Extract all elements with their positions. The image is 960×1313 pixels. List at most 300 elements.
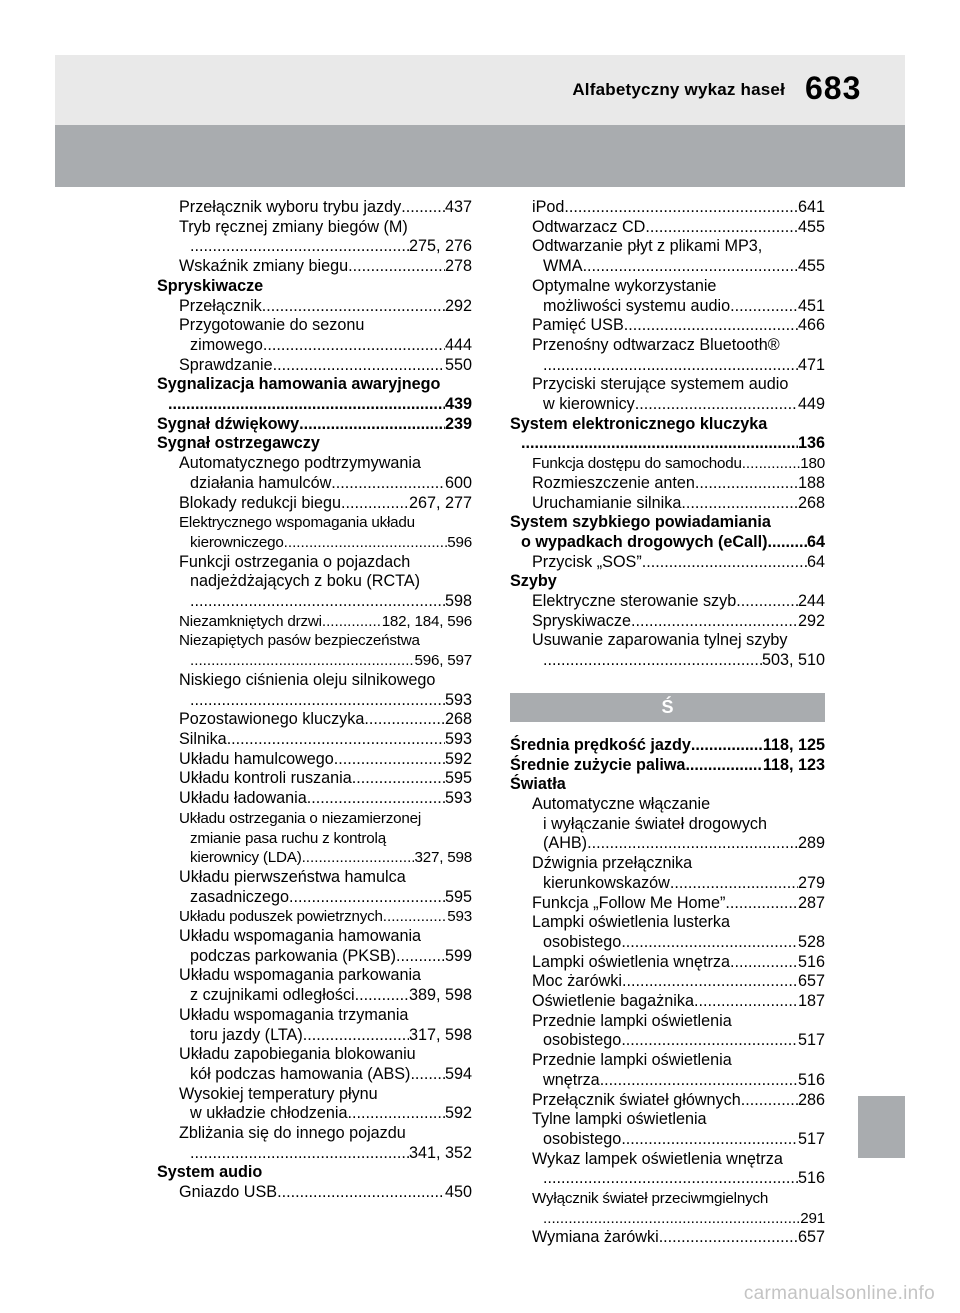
entry-text: System szybkiego powiadamiania: [510, 513, 771, 532]
index-entry: [157, 631, 472, 670]
entry-text: Przełącznik świateł głównych: [532, 1090, 741, 1109]
entry-text: Układu wspomagania hamowania: [179, 927, 422, 946]
index-entry-line: [179, 848, 472, 868]
page-reference: 657: [797, 972, 825, 991]
entry-text: zasadniczego: [190, 887, 289, 906]
page-reference: 136: [797, 434, 825, 453]
dot-leader: [262, 297, 445, 317]
index-entry-line: [532, 953, 825, 973]
entry-text: Niezapiętych pasów bezpieczeństwa: [179, 632, 420, 650]
index-entry-line: [179, 907, 472, 927]
index-entry-line: [532, 834, 825, 854]
dot-leader: [190, 1144, 409, 1164]
index-entry: [157, 750, 472, 770]
index-entry: [157, 710, 472, 730]
index-entry: [510, 795, 825, 854]
index-entry-line: [179, 592, 472, 612]
dot-leader: [624, 316, 798, 336]
index-entry-line: [179, 198, 472, 218]
entry-text: Układu wspomagania trzymania: [179, 1005, 409, 1024]
index-entry: [510, 553, 825, 573]
dot-leader: [659, 1228, 798, 1248]
entry-text: Średnie zużycie paliwa: [510, 755, 686, 774]
page-reference: 593: [444, 690, 472, 709]
dot-leader: [401, 198, 445, 218]
page-reference: 596, 597: [414, 652, 472, 670]
page-reference: 64: [806, 552, 825, 571]
index-entry: [510, 1110, 825, 1149]
entry-text: Sprawdzanie: [179, 355, 273, 374]
page-reference: 449: [797, 395, 825, 414]
index-entry-line: [179, 297, 472, 317]
entry-text: Sygnał dźwiękowy: [157, 414, 300, 433]
index-entry: [510, 1012, 825, 1051]
entry-text: Elektryczne sterowanie szyb: [532, 592, 737, 611]
index-entry-line: [532, 297, 825, 317]
page-reference: 317, 598: [408, 1025, 472, 1044]
entry-text: Odtwarzanie płyt z plikami MP3,: [532, 237, 763, 256]
entry-text: podczas parkowania (PKSB): [190, 946, 397, 965]
entry-text: Blokady redukcji biegu: [179, 493, 341, 512]
dot-leader: [227, 730, 445, 750]
entry-text: Sygnał ostrzegawczy: [157, 434, 320, 453]
page-reference: 444: [444, 335, 472, 354]
page-reference: 516: [797, 952, 825, 971]
page-reference: 292: [444, 296, 472, 315]
page-reference: 600: [444, 473, 472, 492]
dot-leader: [621, 1130, 798, 1150]
section-letter-bar: Ś: [510, 693, 825, 722]
entry-text: Układu hamulcowego: [179, 749, 334, 768]
index-entry: [510, 992, 825, 1012]
dot-leader: [302, 848, 415, 868]
dot-leader: [564, 198, 798, 218]
page-reference: 292: [797, 611, 825, 630]
index-entry-line: [179, 691, 472, 711]
index-entry: [157, 356, 472, 376]
index-entry-line: [532, 933, 825, 953]
dot-leader: [364, 710, 445, 730]
index-entry-line: [179, 1144, 472, 1164]
index-entry: [510, 237, 825, 276]
index-heading: [157, 415, 472, 435]
entry-text: Wykaz lampek oświetlenia wnętrza: [532, 1149, 783, 1168]
index-entry-line: [532, 1130, 825, 1150]
index-entry-line: [179, 710, 472, 730]
entry-text: System elektronicznego kluczyka: [510, 414, 768, 433]
entry-text: Optymalne wykorzystanie: [532, 276, 717, 295]
page-reference: 286: [797, 1090, 825, 1109]
dot-leader: [289, 888, 445, 908]
entry-text: Wysokiej temperatury płynu: [179, 1084, 378, 1103]
index-group-s: [510, 198, 825, 671]
page-reference: 239: [444, 414, 472, 433]
entry-text: System audio: [157, 1163, 263, 1182]
entry-text: Średnia prędkość jazdy: [510, 735, 691, 754]
dot-leader: [190, 237, 409, 257]
index-entry: [157, 730, 472, 750]
page-reference: 466: [797, 316, 825, 335]
index-entry-line: [510, 756, 825, 776]
index-entry-line: [157, 395, 472, 415]
index-entry-line: [179, 789, 472, 809]
entry-text: Spryskiwacze: [157, 276, 264, 295]
index-group-s-acute: [510, 736, 825, 1248]
dot-leader: [543, 1209, 800, 1229]
index-entry: [510, 631, 825, 670]
index-entry: [510, 1051, 825, 1090]
entry-text: Światła: [510, 775, 566, 794]
page-reference: 450: [444, 1183, 472, 1202]
page-reference: 268: [444, 710, 472, 729]
page-reference: 327, 598: [414, 849, 472, 867]
entry-text: Automatyczne włączanie: [532, 794, 711, 813]
index-entry: [510, 494, 825, 514]
page-reference: 592: [444, 749, 472, 768]
entry-text: Gniazdo USB: [179, 1183, 278, 1202]
dot-leader: [521, 434, 798, 454]
index-entry: [510, 474, 825, 494]
dot-leader: [742, 454, 801, 474]
index-entry-line: [532, 494, 825, 514]
index-entry-line: [179, 750, 472, 770]
index-heading: [510, 415, 825, 454]
index-entry: [157, 553, 472, 612]
entry-text: osobistego: [543, 1129, 622, 1148]
entry-text: Lampki oświetlenia wnętrza: [532, 952, 730, 971]
entry-text: Układu poduszek powietrznych: [179, 908, 383, 926]
entry-text: Układu wspomagania parkowania: [179, 966, 422, 985]
page-reference: 517: [797, 1031, 825, 1050]
entry-text: Układu ostrzegania o niezamierzonej: [179, 809, 422, 827]
page-reference: 188: [797, 473, 825, 492]
entry-text: kierunkowskazów: [543, 873, 670, 892]
dot-leader: [767, 533, 807, 553]
entry-text: Przygotowanie do sezonu: [179, 316, 365, 335]
index-entry: [510, 854, 825, 893]
index-entry-line: [532, 1228, 825, 1248]
dot-leader: [341, 494, 409, 514]
index-entry-line: [532, 395, 825, 415]
entry-text: kierownicy (LDA): [190, 849, 302, 867]
page-reference: 64: [806, 532, 825, 551]
index-entry: [157, 868, 472, 907]
index-entry: [157, 218, 472, 257]
index-entry: [510, 1091, 825, 1111]
index-entry-line: [179, 612, 472, 632]
page-reference: 550: [444, 355, 472, 374]
index-entry-line: [179, 1104, 472, 1124]
index-entry-line: [179, 336, 472, 356]
entry-text: Spryskiwacze: [532, 611, 631, 630]
index-entry: [510, 316, 825, 336]
dot-leader: [322, 612, 382, 632]
index-entry: [510, 913, 825, 952]
index-entry: [157, 494, 472, 514]
page-reference: 267, 277: [408, 493, 472, 512]
index-entry-line: [157, 415, 472, 435]
index-entry-line: [179, 1026, 472, 1046]
index-entry-line: [532, 1091, 825, 1111]
dot-leader: [334, 750, 445, 770]
dot-leader: [587, 834, 798, 854]
entry-text: toru jazdy (LTA): [190, 1025, 303, 1044]
page-reference: 595: [444, 887, 472, 906]
index-entry-line: [532, 972, 825, 992]
index-entry-line: [532, 874, 825, 894]
index-entry: [157, 907, 472, 927]
index-entry: [157, 612, 472, 632]
dot-leader: [621, 933, 798, 953]
dot-leader: [670, 874, 798, 894]
page-reference: 439: [444, 395, 472, 414]
page-reference: 599: [444, 946, 472, 965]
page-reference: 451: [797, 296, 825, 315]
page-reference: 182, 184, 596: [381, 612, 472, 630]
page-number: 683: [805, 70, 862, 106]
index-entry-line: [532, 651, 825, 671]
index-entry: [510, 1150, 825, 1189]
entry-text: wnętrza: [543, 1070, 600, 1089]
page-reference: 641: [797, 198, 825, 216]
index-entry-line: [532, 592, 825, 612]
index-entry: [510, 1189, 825, 1228]
index-heading: [157, 434, 472, 454]
entry-text: WMA: [543, 257, 583, 276]
index-entry-line: [532, 894, 825, 914]
page-reference: 244: [797, 592, 825, 611]
index-entry-line: [532, 612, 825, 632]
entry-text: z czujnikami odległości: [190, 986, 355, 1005]
index-entry: [157, 1045, 472, 1084]
dot-leader: [263, 336, 445, 356]
page-reference: 279: [797, 873, 825, 892]
index-entry: [157, 966, 472, 1005]
dot-leader: [273, 356, 445, 376]
page-reference: 593: [444, 729, 472, 748]
header-title: Alfabetyczny wykaz haseł: [572, 80, 785, 99]
page-reference: 594: [444, 1064, 472, 1083]
page-reference: 517: [797, 1129, 825, 1148]
entry-text: Niezamkniętych drzwi: [179, 612, 322, 630]
entry-text: Układu kontroli ruszania: [179, 769, 352, 788]
entry-text: Oświetlenie bagażnika: [532, 992, 694, 1011]
index-entry-line: [532, 198, 825, 218]
entry-text: iPod: [532, 198, 565, 216]
index-entry-line: [179, 1065, 472, 1085]
dot-leader: [355, 986, 409, 1006]
dot-leader: [600, 1071, 798, 1091]
index-entry: [510, 277, 825, 316]
index-entry: [510, 218, 825, 238]
entry-text: Pamięć USB: [532, 316, 624, 335]
page-reference: 516: [797, 1169, 825, 1188]
index-entry-line: [179, 651, 472, 671]
index-heading: [510, 736, 825, 756]
page-reference: 455: [797, 257, 825, 276]
index-entry-line: [510, 736, 825, 756]
index-entry-line: [532, 553, 825, 573]
entry-text: Przenośny odtwarzacz Bluetooth®: [532, 335, 780, 354]
page-reference: 593: [444, 789, 472, 808]
index-entry-line: [532, 356, 825, 376]
dot-leader: [352, 769, 445, 789]
index-entry: [157, 198, 472, 218]
index-entry: [510, 972, 825, 992]
dot-leader: [725, 894, 798, 914]
entry-text: Sygnalizacja hamowania awaryjnego: [157, 375, 441, 394]
index-entry-line: [532, 992, 825, 1012]
index-entry-line: [179, 769, 472, 789]
index-heading: [157, 277, 472, 297]
index-entry-line: [179, 888, 472, 908]
dot-leader: [307, 789, 445, 809]
page-reference: 268: [797, 493, 825, 512]
index-entry-line: [532, 1209, 825, 1229]
index-entry-line: [532, 474, 825, 494]
entry-text: Dźwignia przełącznika: [532, 854, 693, 873]
index-entry: [510, 198, 825, 218]
index-entry: [510, 592, 825, 612]
entry-text: Moc żarówki: [532, 972, 622, 991]
index-entry: [510, 454, 825, 474]
index-entry-line: [179, 986, 472, 1006]
index-heading: [510, 775, 825, 795]
entry-text: Odtwarzacz CD: [532, 217, 646, 236]
index-heading: [510, 513, 825, 552]
index-entry-line: [532, 1071, 825, 1091]
index-entry: [157, 671, 472, 710]
index-column-left: [157, 198, 472, 1203]
index-entry: [157, 809, 472, 868]
index-entry: [510, 336, 825, 375]
page-reference: 180: [800, 455, 825, 473]
index-entry-line: [510, 533, 825, 553]
index-entry-line: [532, 1031, 825, 1051]
page-reference: 118, 125: [762, 735, 825, 754]
dot-leader: [583, 257, 798, 277]
dot-leader: [631, 612, 798, 632]
entry-text: Przełącznik: [179, 296, 262, 315]
page-reference: 275, 276: [408, 237, 472, 256]
entry-text: osobistego: [543, 1031, 622, 1050]
dot-leader: [347, 1104, 445, 1124]
entry-text: Usuwanie zaparowania tylnej szyby: [532, 631, 788, 650]
entry-text: Przednie lampki oświetlenia: [532, 1051, 732, 1070]
entry-text: (AHB): [543, 834, 588, 853]
entry-text: działania hamulców: [190, 473, 332, 492]
page-reference: 657: [797, 1228, 825, 1247]
index-entry: [157, 454, 472, 493]
index-column-right: [510, 198, 825, 1248]
entry-text: Silnika: [179, 729, 227, 748]
entry-text: zmianie pasa ruchu z kontrolą: [190, 829, 386, 847]
entry-text: Pozostawionego kluczyka: [179, 710, 365, 729]
index-entry: [157, 316, 472, 355]
dot-leader: [730, 297, 798, 317]
dot-leader: [681, 494, 798, 514]
page-reference: 437: [444, 198, 472, 216]
index-entry-line: [179, 356, 472, 376]
entry-text: o wypadkach drogowych (eCall): [521, 532, 768, 551]
page-reference: 598: [444, 592, 472, 611]
entry-text: Przycisk „SOS”: [532, 552, 642, 571]
entry-text: Lampki oświetlenia lusterka: [532, 913, 730, 932]
dot-leader: [621, 1031, 798, 1051]
dot-leader: [396, 947, 445, 967]
index-heading: [157, 1163, 472, 1183]
chapter-tab: [858, 1096, 905, 1158]
index-heading: [510, 756, 825, 776]
page-reference: 187: [797, 992, 825, 1011]
dot-leader: [741, 1091, 798, 1111]
entry-text: Przyciski sterujące systemem audio: [532, 375, 789, 394]
index-entry-line: [179, 257, 472, 277]
entry-text: kół podczas hamowania (ABS): [190, 1064, 411, 1083]
entry-text: Wskaźnik zmiany biegu: [179, 257, 349, 276]
dot-leader: [383, 907, 447, 927]
entry-text: nadjeżdżających z boku (RCTA): [190, 572, 421, 591]
index-entry-line: [179, 947, 472, 967]
dot-leader: [299, 415, 445, 435]
dot-leader: [645, 218, 798, 238]
page-reference: 503, 510: [761, 651, 825, 670]
entry-text: Wymiana żarówki: [532, 1228, 659, 1247]
index-entry-line: [532, 1169, 825, 1189]
index-heading: [510, 572, 825, 592]
entry-text: osobistego: [543, 932, 622, 951]
page-reference: 528: [797, 932, 825, 951]
index-entry-line: [510, 434, 825, 454]
entry-text: Funkcja dostępu do samochodu: [532, 455, 742, 473]
index-entry: [157, 789, 472, 809]
dot-leader: [685, 756, 762, 776]
dot-leader: [695, 474, 798, 494]
dot-leader: [642, 553, 807, 573]
watermark: carmanualsonline.info: [743, 1283, 935, 1304]
index-entry: [157, 257, 472, 277]
index-entry-line: [532, 316, 825, 336]
entry-text: Przednie lampki oświetlenia: [532, 1011, 732, 1030]
entry-text: Tylne lampki oświetlenia: [532, 1110, 707, 1129]
entry-text: i wyłączanie świateł drogowych: [543, 814, 768, 833]
index-entry: [157, 769, 472, 789]
entry-text: w kierownicy: [543, 395, 635, 414]
page-reference: 289: [797, 834, 825, 853]
dot-leader: [694, 992, 798, 1012]
entry-text: Wyłącznik świateł przeciwmgielnych: [532, 1190, 769, 1208]
dot-leader: [543, 356, 798, 376]
page-reference: 291: [800, 1209, 825, 1227]
page-reference: 593: [447, 908, 472, 926]
page-reference: 596: [447, 533, 472, 551]
index-entry-line: [179, 237, 472, 257]
entry-text: Szyby: [510, 572, 557, 591]
dot-leader: [736, 592, 798, 612]
entry-text: Funkcji ostrzegania o pojazdach: [179, 552, 411, 571]
entry-text: kierowniczego: [190, 533, 284, 551]
index-entry-line: [179, 494, 472, 514]
page-reference: 118, 123: [762, 755, 825, 774]
dot-leader: [410, 1065, 445, 1085]
index-entry: [157, 1085, 472, 1124]
index-entry: [510, 612, 825, 632]
index-entry-line: [179, 1183, 472, 1203]
index-entry-line: [532, 257, 825, 277]
decorative-band: [55, 125, 905, 187]
dot-leader: [190, 592, 445, 612]
dot-leader: [277, 1183, 445, 1203]
